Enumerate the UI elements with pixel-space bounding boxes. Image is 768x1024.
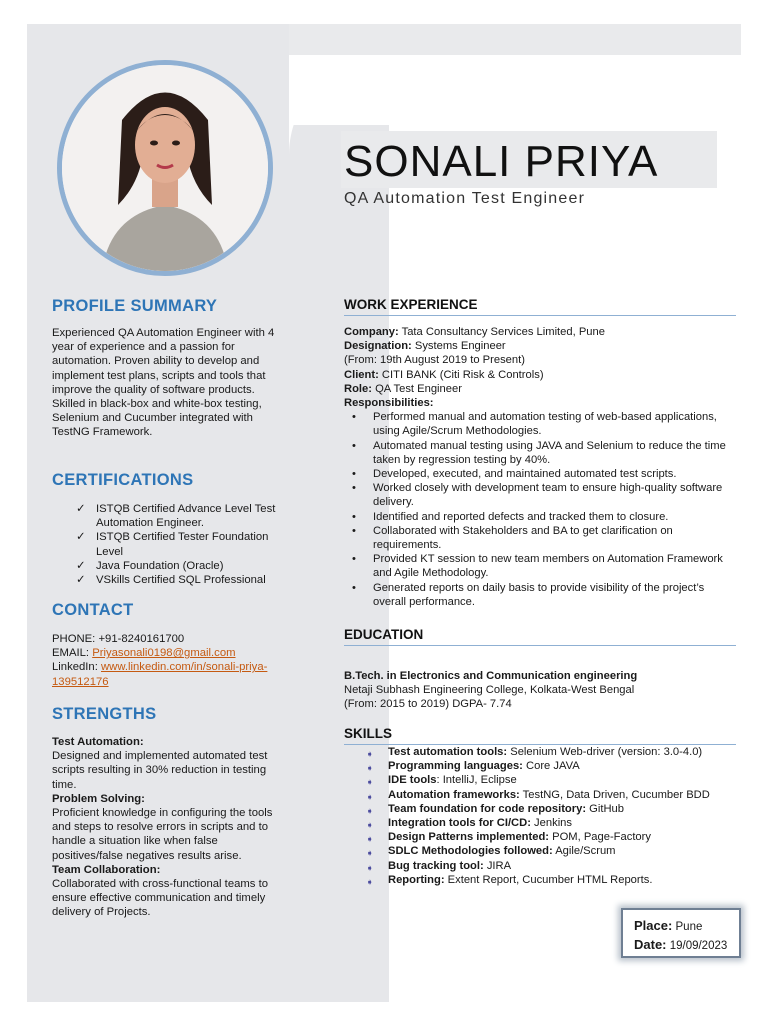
arrow-bullet-icon: ➧ [366,876,374,887]
responsibilities-list [344,410,736,609]
strength-text: Proficient knowledge in configuring the tools and steps to resolve errors in scripts and to handle a situation like when false positives/false negatives results arise. [52,807,273,862]
responsibilities-label: Responsibilities: [344,397,434,410]
skills-heading: SKILLS [344,727,736,745]
list-item: ➧ Automation frameworks: TestNG, Data Driven, Cucumber BDD [344,788,736,802]
strength-text: Designed and implemented automated test scripts resulting in 30% reduction in testing time. [52,750,268,791]
strength-title: Problem Solving: [52,792,145,805]
list-item: • Performed manual and automation testing of web-based applications, using Agile/Scrum Methodologies. [352,411,717,438]
linkedin-link[interactable]: www.linkedin.com/in/sonali-priya- 139512176 [52,661,268,688]
skills-list [344,745,736,887]
designation: Systems Engineer [411,340,506,353]
email-link[interactable]: Priyasonali0198@gmail.com [92,647,236,660]
place-date-box [621,908,741,958]
bullet-icon: • [352,581,356,594]
list-item: ➧ IDE tools: IntelliJ, Eclipse [344,773,736,787]
job-title: QA Automation Test Engineer [344,190,586,207]
check-icon: ✓ [76,574,86,587]
email-line: EMAIL: Priyasonali0198@gmail.com [52,647,236,660]
college: Netaji Subhash Engineering College, Kolkata-West Bengal [344,684,635,697]
date: Date: 19/09/2023 [634,937,728,952]
linkedin-line: LinkedIn: www.linkedin.com/in/sonali-priya- 139512176 [52,661,268,688]
arrow-bullet-icon: ➧ [366,749,374,759]
list-item: ➧ Design Patterns implemented: POM, Page-Factory [344,830,736,844]
phone: PHONE: +91-8240161700 [52,633,185,645]
list-item: • Worked closely with development team to ensure high-quality software delivery. [352,482,723,509]
check-icon: ✓ [76,531,86,544]
list-item: • Identified and reported defects and tracked them to closure. [352,510,669,523]
education-period: (From: 2015 to 2019) DGPA- 7.74 [344,698,512,711]
list-item: ✓ VSkills Certified SQL Professional [76,574,266,587]
strengths-list [52,735,280,920]
strength-title: Team Collaboration: [52,863,161,876]
list-item: • Automated manual testing using JAVA and Selenium to reduce the time taken by regression testing by 40%. [352,439,726,466]
contact-block [52,632,280,689]
list-item: • Provided KT session to new team members on Automation Framework and Agile Methodology. [352,553,723,580]
list-item: ➧ Bug tracking tool: JIRA [344,859,736,873]
list-item: • Generated reports on daily basis to provide visibility of the project’s overall performance. [352,581,705,608]
degree: B.Tech. in Electronics and Communication engineering [344,670,638,682]
bullet-icon: • [352,468,356,481]
list-item: • Developed, executed, and maintained automated test scripts. [352,468,677,481]
bullet-icon: • [352,524,356,537]
profile-summary-text: Experienced QA Automation Engineer with 4 year of experience and a passion for automation. Proven ability to develop and implement test plans, scripts and tools that improve the quality of software products. Skilled in black-box and white-box testing, Selenium and Cucumber integrated with TestNG Framework. [52,327,275,439]
list-item: ➧ Team foundation for code repository: GitHub [344,802,736,816]
strength-text: Collaborated with cross-functional teams to ensure effective communication and timely delivery of Projects. [52,878,268,919]
bullet-icon: • [352,482,356,495]
list-item: • Collaborated with Stakeholders and BA to get clarification on requirements. [352,524,673,552]
check-icon: ✓ [76,503,86,515]
certifications-list [52,502,280,587]
role: QA Test Engineer [371,382,462,395]
arrow-bullet-icon: ➧ [366,820,374,831]
profile-photo [57,60,273,276]
education-block [344,669,736,712]
work-experience-heading: WORK EXPERIENCE [344,298,736,316]
arrow-bullet-icon: ➧ [366,763,374,774]
list-item: ➧ Integration tools for CI/CD: Jenkins [344,816,736,830]
strengths-heading: STRENGTHS [52,705,157,723]
check-icon: ✓ [76,559,86,572]
profile-summary-heading: PROFILE SUMMARY [52,297,218,315]
list-item: ➧ SDLC Methodologies followed: Agile/Scrum [344,844,736,858]
bullet-icon: • [352,553,356,566]
arrow-bullet-icon: ➧ [366,805,374,816]
arrow-bullet-icon: ➧ [366,777,374,788]
certifications-heading: CERTIFICATIONS [52,471,194,489]
arrow-bullet-icon: ➧ [366,834,374,845]
work-period: (From: 19th August 2019 to Present) [344,354,525,367]
list-item: ✓ Java Foundation (Oracle) [76,559,224,572]
bullet-icon: • [352,439,356,452]
list-item: ✓ ISTQB Certified Advance Level Test Automation Engineer. [76,503,276,530]
arrow-bullet-icon: ➧ [366,791,374,802]
arrow-bullet-icon: ➧ [366,848,374,859]
education-heading: EDUCATION [344,628,736,646]
client: CITI BANK (Citi Risk & Controls) [378,368,544,381]
list-item: ✓ ISTQB Certified Tester Foundation Level [76,531,269,558]
arrow-bullet-icon: ➧ [366,862,374,873]
list-item: ➧ Reporting: Extent Report, Cucumber HTML Reports. [344,873,736,887]
candidate-name: SONALI PRIYA [344,137,659,186]
bullet-icon: • [352,510,356,523]
work-experience-block: Company: Tata Consultancy Services Limited, Pune Designation: Systems Engineer (From: 19th August 2019 to Present) Client: CITI BANK (Citi Risk & Controls) Role: QA Test Engineer Responsibilities: • Performed manual and automation testing of web-based applications, using Agile/Scrum Methodologies. • Automated manual testing using JAVA and Selenium to reduce the time taken by regression testing by 40%. • Developed, executed, and maintained automated test scripts. • Worked closely with development team to ensure high-quality software delivery. • Identified and reported defects and tracked them to closure. • Collaborated with Stakeholders and BA to get clarification on requirements. • Provided KT session to new team members on Automation Framework and Agile Methodology. • Generated reports on daily basis to provide visibility of the project’s overall performance. [344,325,736,609]
contact-heading: CONTACT [52,601,134,619]
strength-title: Test Automation: [52,736,144,748]
place: Place: Pune [634,918,703,933]
header-curve [289,55,741,125]
company: Tata Consultancy Services Limited, Pune [398,326,605,338]
list-item: ➧ Programming languages: Core JAVA [344,759,736,773]
bullet-icon: • [352,411,356,424]
list-item: ➧ Test automation tools: Selenium Web-driver (version: 3.0-4.0) [344,745,736,759]
